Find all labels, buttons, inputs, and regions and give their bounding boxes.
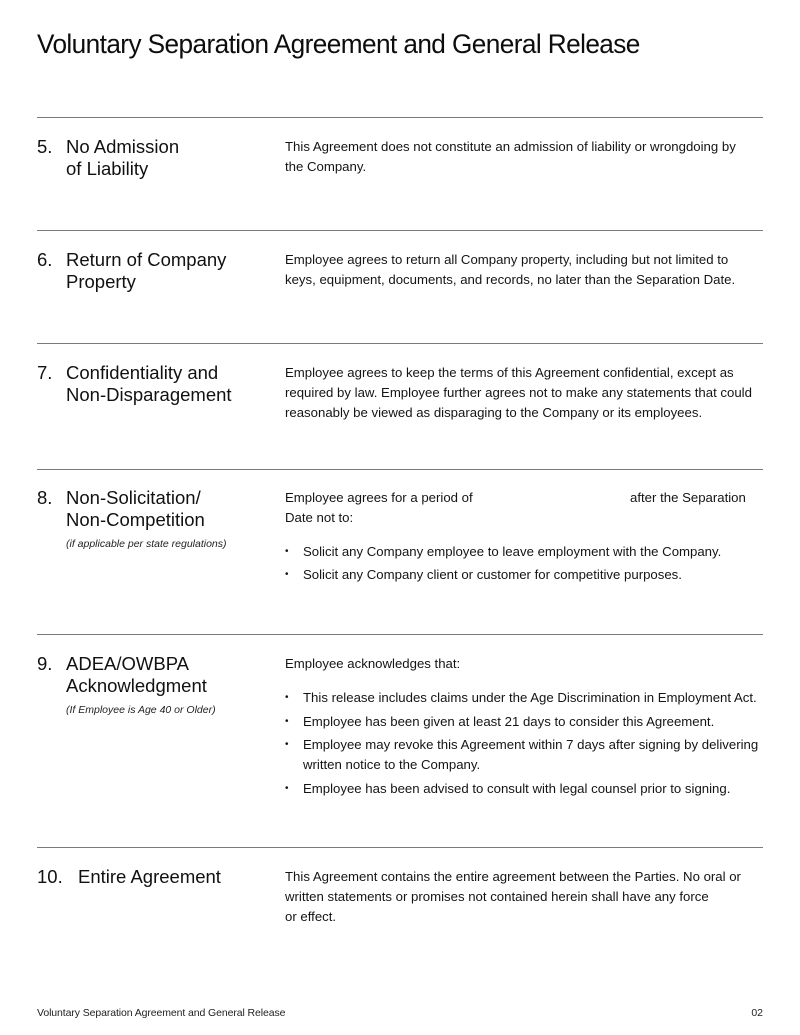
section-body <box>285 250 765 290</box>
intro-text-before-blank: Employee agrees for a period of <box>285 490 473 505</box>
bullet-icon: • <box>285 569 289 581</box>
section-title-line: Non-Solicitation/ <box>66 487 201 508</box>
list-item <box>285 735 765 775</box>
section-note: (if applicable per state regulations) <box>66 538 227 550</box>
section-divider <box>37 847 763 848</box>
section-body <box>285 654 765 803</box>
intro-text-after-blank: after the Separation <box>630 490 746 505</box>
section-title-line: Entire Agreement <box>78 866 221 887</box>
list-item-text: Employee may revoke this Agreement within 7 days after signing by delivering <box>303 737 759 753</box>
section-divider <box>37 634 763 635</box>
section-body <box>285 867 765 926</box>
bullet-icon: • <box>285 782 289 794</box>
footer-document-title: Voluntary Separation Agreement and General Release <box>37 1007 286 1019</box>
section-body <box>285 137 765 177</box>
section-title-line: Acknowledgment <box>66 675 207 696</box>
body-line: the Company. <box>285 158 367 174</box>
section-divider <box>37 469 763 470</box>
bullet-icon: • <box>285 545 289 557</box>
section-note: (If Employee is Age 40 or Older) <box>66 704 216 716</box>
section-body <box>285 363 765 422</box>
body-line: This Agreement does not constitute an admission of liability or wrongdoing by <box>285 139 736 154</box>
list-item <box>285 712 765 732</box>
body-line <box>285 488 765 508</box>
body-line: keys, equipment, documents, and records, no later than the Separation Date. <box>285 271 736 287</box>
section-title <box>66 653 276 717</box>
section-number: 6. <box>37 249 53 270</box>
list-item-text: This release includes claims under the Age Discrimination in Employment Act. <box>303 689 757 705</box>
section-title-line: No Admission <box>66 136 180 157</box>
bullet-list <box>285 542 765 586</box>
list-item <box>285 688 765 708</box>
section-title-line: of Liability <box>66 158 149 179</box>
section-divider <box>37 117 763 118</box>
period-blank-field[interactable] <box>476 488 626 502</box>
document-title: Voluntary Separation Agreement and General Release <box>37 29 640 59</box>
section-title-line: Property <box>66 271 136 292</box>
section-number: 10. <box>37 866 63 887</box>
body-line: or effect. <box>285 908 337 924</box>
section-title-line: Return of Company <box>66 249 227 270</box>
list-item <box>285 542 765 562</box>
bullet-icon: • <box>285 715 289 727</box>
bullet-icon: • <box>285 739 289 751</box>
body-line: reasonably be viewed as disparaging to the Company or its employees. <box>285 404 703 420</box>
section-title <box>66 487 276 551</box>
body-line: written statements or promises not contained herein shall have any force <box>285 888 709 904</box>
section-number: 5. <box>37 136 53 157</box>
section-title-line: ADEA/OWBPA <box>66 653 190 674</box>
list-item <box>285 565 765 585</box>
footer-page-number: 02 <box>751 1007 763 1019</box>
body-line: This Agreement contains the entire agreement between the Parties. No oral or <box>285 869 741 884</box>
list-item-text: Solicit any Company client or customer for competitive purposes. <box>303 567 682 583</box>
list-item <box>285 779 765 799</box>
body-line: Employee agrees to keep the terms of this Agreement confidential, except as <box>285 365 734 380</box>
list-item-text: Employee has been advised to consult with legal counsel prior to signing. <box>303 780 731 796</box>
list-item-text: Employee has been given at least 21 days to consider this Agreement. <box>303 713 715 729</box>
list-item-text: written notice to the Company. <box>303 757 481 773</box>
body-line: required by law. Employee further agrees not to make any statements that could <box>285 384 752 400</box>
section-title <box>66 362 276 406</box>
section-title-line: Confidentiality and <box>66 362 219 383</box>
body-line: Employee acknowledges that: <box>285 656 461 671</box>
section-number: 8. <box>37 487 53 508</box>
section-divider <box>37 343 763 344</box>
list-item-text: Solicit any Company employee to leave employment with the Company. <box>303 543 722 559</box>
section-number: 7. <box>37 362 53 383</box>
section-title-line: Non-Disparagement <box>66 384 232 405</box>
section-divider <box>37 230 763 231</box>
section-title-line: Non-Competition <box>66 509 205 530</box>
bullet-list <box>285 688 765 799</box>
section-title <box>66 249 276 293</box>
section-title <box>66 136 276 180</box>
section-title <box>78 866 288 888</box>
bullet-icon: • <box>285 691 289 703</box>
body-line: Employee agrees to return all Company property, including but not limited to <box>285 252 729 267</box>
body-line: Date not to: <box>285 509 354 525</box>
section-body <box>285 488 765 589</box>
section-number: 9. <box>37 653 53 674</box>
